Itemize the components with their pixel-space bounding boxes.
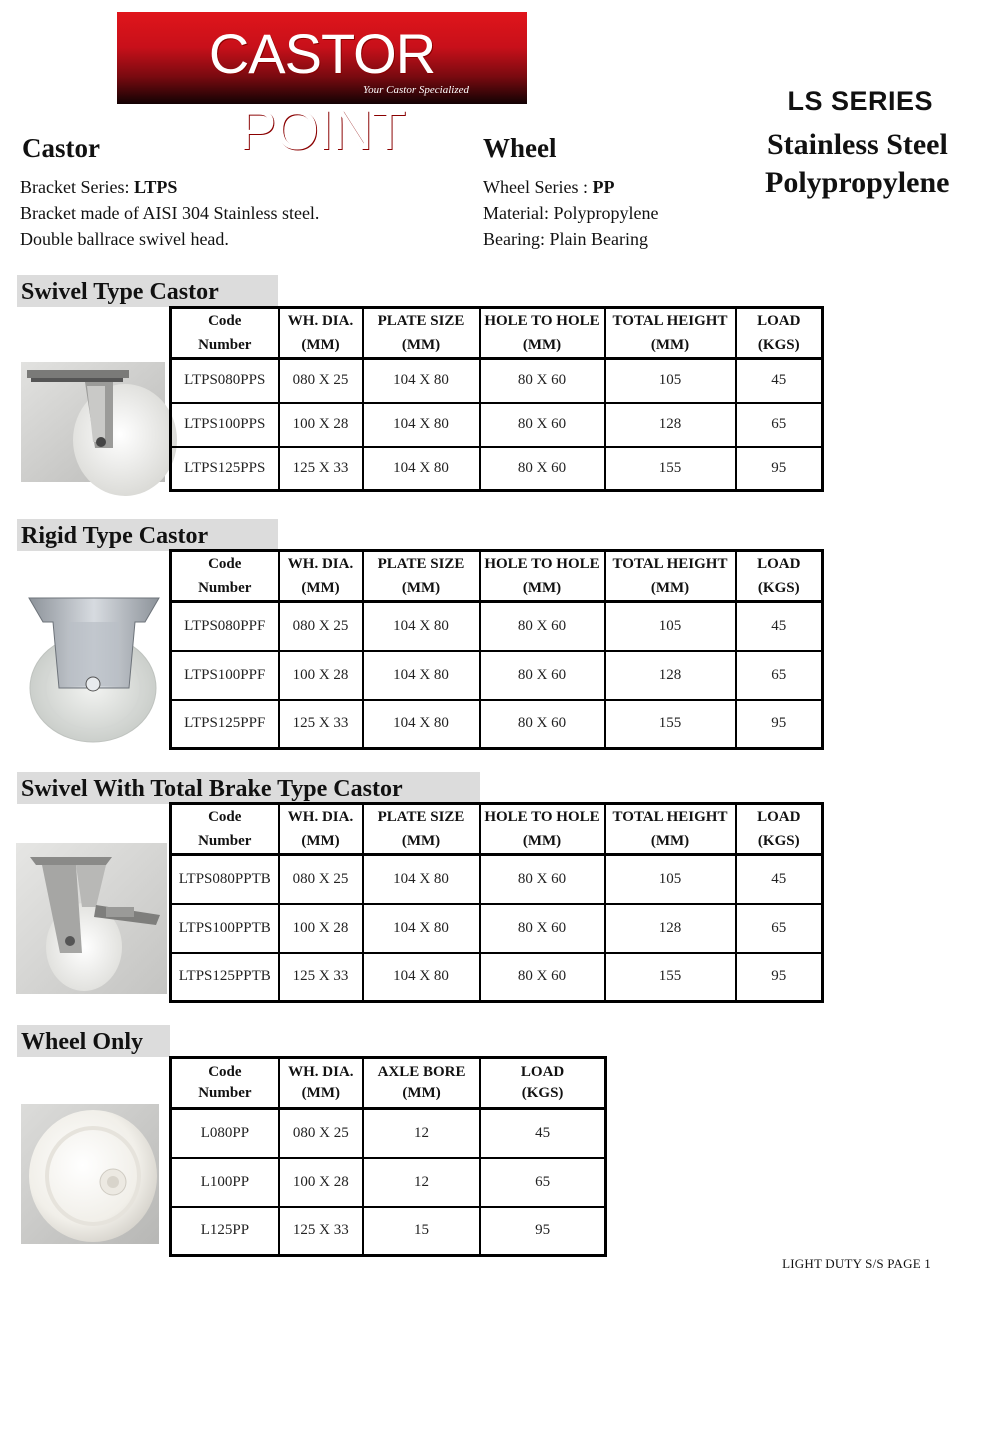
logo-wordmark: CASTOR POINT bbox=[208, 22, 436, 161]
table-row bbox=[171, 953, 823, 1002]
cell: 125 X 33 bbox=[279, 1207, 363, 1256]
cell: 80 X 60 bbox=[480, 904, 605, 953]
brake-spec-table bbox=[169, 802, 824, 1003]
cell: 128 bbox=[605, 403, 736, 447]
castor-bracket-series bbox=[20, 174, 319, 200]
col-total-height: TOTAL HEIGHT (MM) bbox=[605, 308, 736, 359]
col-code: Code Number bbox=[171, 308, 279, 359]
col-wheel-diameter: WH. DIA. (MM) bbox=[279, 1058, 363, 1109]
cell: 125 X 33 bbox=[279, 447, 363, 491]
cell: 080 X 25 bbox=[279, 359, 363, 403]
col-load: LOAD (KGS) bbox=[736, 551, 823, 602]
cell: L125PP bbox=[171, 1207, 279, 1256]
cell: 100 X 28 bbox=[279, 403, 363, 447]
cell: 80 X 60 bbox=[480, 359, 605, 403]
cell: 104 X 80 bbox=[363, 359, 480, 403]
wheel-bearing: Bearing: Plain Bearing bbox=[483, 229, 648, 249]
rigid-section-title: Rigid Type Castor bbox=[17, 519, 278, 551]
wheel-series-value: PP bbox=[592, 177, 615, 197]
castor-bracket-material: Bracket made of AISI 304 Stainless steel. bbox=[20, 203, 320, 223]
wheel-details bbox=[483, 174, 658, 252]
cell: 15 bbox=[363, 1207, 480, 1256]
cell: LTPS100PPF bbox=[171, 651, 279, 700]
brake-section-title: Swivel With Total Brake Type Castor bbox=[17, 772, 480, 804]
cell: 080 X 25 bbox=[279, 602, 363, 651]
col-code: Code Number bbox=[171, 804, 279, 855]
cell: 080 X 25 bbox=[279, 1109, 363, 1158]
table-header-row bbox=[171, 551, 823, 602]
cell: LTPS125PPF bbox=[171, 700, 279, 749]
cell: LTPS100PPS bbox=[171, 403, 279, 447]
logo-tagline: Your Castor Specialized bbox=[363, 84, 469, 96]
table-row bbox=[171, 359, 823, 403]
col-code: Code Number bbox=[171, 551, 279, 602]
castor-swivel-head: Double ballrace swivel head. bbox=[20, 229, 229, 249]
col-hole-to-hole: HOLE TO HOLE (MM) bbox=[480, 551, 605, 602]
brake-castor-photo bbox=[16, 843, 167, 994]
table-header-row bbox=[171, 1058, 606, 1109]
table-row bbox=[171, 700, 823, 749]
cell: 155 bbox=[605, 447, 736, 491]
castor-details bbox=[20, 174, 319, 252]
cell: 155 bbox=[605, 700, 736, 749]
cell: 104 X 80 bbox=[363, 904, 480, 953]
col-axle-bore: AXLE BORE (MM) bbox=[363, 1058, 480, 1109]
swivel-spec-table bbox=[169, 306, 824, 492]
cell: 95 bbox=[736, 700, 823, 749]
castor-bracket-series-value: LTPS bbox=[133, 177, 178, 197]
wheel-heading: Wheel bbox=[483, 133, 557, 163]
cell: 155 bbox=[605, 953, 736, 1002]
col-plate-size: PLATE SIZE (MM) bbox=[363, 551, 480, 602]
cell: 80 X 60 bbox=[480, 403, 605, 447]
cell: 80 X 60 bbox=[480, 651, 605, 700]
cell: 80 X 60 bbox=[480, 855, 605, 904]
castor-heading: Castor bbox=[22, 133, 100, 163]
col-hole-to-hole: HOLE TO HOLE (MM) bbox=[480, 308, 605, 359]
cell: 80 X 60 bbox=[480, 700, 605, 749]
table-row bbox=[171, 904, 823, 953]
cell: LTPS125PPTB bbox=[171, 953, 279, 1002]
table-row bbox=[171, 1207, 606, 1256]
cell: 95 bbox=[736, 447, 823, 491]
swivel-section-title: Swivel Type Castor bbox=[17, 275, 278, 307]
cell: 104 X 80 bbox=[363, 651, 480, 700]
swivel-castor-photo bbox=[21, 362, 165, 482]
cell: 65 bbox=[736, 651, 823, 700]
wheel-only-spec-table bbox=[169, 1056, 607, 1257]
page-footer: LIGHT DUTY S/S PAGE 1 bbox=[782, 1256, 931, 1271]
cell: LTPS080PPTB bbox=[171, 855, 279, 904]
col-total-height: TOTAL HEIGHT (MM) bbox=[605, 804, 736, 855]
col-load: LOAD (KGS) bbox=[736, 804, 823, 855]
cell: LTPS100PPTB bbox=[171, 904, 279, 953]
cell: 104 X 80 bbox=[363, 403, 480, 447]
cell: 12 bbox=[363, 1109, 480, 1158]
table-row bbox=[171, 447, 823, 491]
table-row bbox=[171, 403, 823, 447]
cell: 45 bbox=[480, 1109, 605, 1158]
cell: 100 X 28 bbox=[279, 651, 363, 700]
material-line-1: Stainless Steel bbox=[767, 128, 948, 161]
cell: L080PP bbox=[171, 1109, 279, 1158]
cell: 104 X 80 bbox=[363, 855, 480, 904]
rigid-spec-table bbox=[169, 549, 824, 750]
rigid-castor-photo bbox=[25, 592, 163, 744]
wheel-material: Material: Polypropylene bbox=[483, 203, 659, 223]
cell: 105 bbox=[605, 359, 736, 403]
cell: LTPS080PPF bbox=[171, 602, 279, 651]
cell: 104 X 80 bbox=[363, 602, 480, 651]
cell: 125 X 33 bbox=[279, 953, 363, 1002]
col-plate-size: PLATE SIZE (MM) bbox=[363, 308, 480, 359]
col-wheel-diameter: WH. DIA. (MM) bbox=[279, 308, 363, 359]
col-wheel-diameter: WH. DIA. (MM) bbox=[279, 551, 363, 602]
col-hole-to-hole: HOLE TO HOLE (MM) bbox=[480, 804, 605, 855]
table-row bbox=[171, 651, 823, 700]
cell: 104 X 80 bbox=[363, 447, 480, 491]
cell: L100PP bbox=[171, 1158, 279, 1207]
wheel-only-section-title: Wheel Only bbox=[17, 1025, 170, 1057]
cell: 95 bbox=[480, 1207, 605, 1256]
cell: 125 X 33 bbox=[279, 700, 363, 749]
wheel-only-photo bbox=[21, 1104, 159, 1244]
cell: 65 bbox=[736, 904, 823, 953]
cell: 080 X 25 bbox=[279, 855, 363, 904]
cell: LTPS080PPS bbox=[171, 359, 279, 403]
col-code: Code Number bbox=[171, 1058, 279, 1109]
cell: 105 bbox=[605, 855, 736, 904]
table-header-row bbox=[171, 804, 823, 855]
wheel-series bbox=[483, 174, 658, 200]
cell: 128 bbox=[605, 904, 736, 953]
material-line-2: Polypropylene bbox=[765, 166, 950, 199]
castor-bracket-series-label: Bracket Series: bbox=[20, 177, 134, 197]
table-row bbox=[171, 1109, 606, 1158]
wheel-series-label: Wheel Series : bbox=[483, 177, 593, 197]
cell: 12 bbox=[363, 1158, 480, 1207]
cell: LTPS125PPS bbox=[171, 447, 279, 491]
cell: 104 X 80 bbox=[363, 953, 480, 1002]
cell: 65 bbox=[480, 1158, 605, 1207]
cell: 95 bbox=[736, 953, 823, 1002]
col-wheel-diameter: WH. DIA. (MM) bbox=[279, 804, 363, 855]
table-row bbox=[171, 602, 823, 651]
cell: 80 X 60 bbox=[480, 602, 605, 651]
cell: 45 bbox=[736, 602, 823, 651]
cell: 100 X 28 bbox=[279, 904, 363, 953]
cell: 65 bbox=[736, 403, 823, 447]
table-row bbox=[171, 855, 823, 904]
col-load: LOAD (KGS) bbox=[736, 308, 823, 359]
table-row bbox=[171, 1158, 606, 1207]
cell: 80 X 60 bbox=[480, 953, 605, 1002]
cell: 80 X 60 bbox=[480, 447, 605, 491]
cell: 45 bbox=[736, 855, 823, 904]
series-title: LS SERIES bbox=[787, 86, 933, 116]
col-total-height: TOTAL HEIGHT (MM) bbox=[605, 551, 736, 602]
col-load: LOAD (KGS) bbox=[480, 1058, 605, 1109]
cell: 105 bbox=[605, 602, 736, 651]
cell: 45 bbox=[736, 359, 823, 403]
cell: 104 X 80 bbox=[363, 700, 480, 749]
cell: 100 X 28 bbox=[279, 1158, 363, 1207]
cell: 128 bbox=[605, 651, 736, 700]
table-header-row bbox=[171, 308, 823, 359]
col-plate-size: PLATE SIZE (MM) bbox=[363, 804, 480, 855]
